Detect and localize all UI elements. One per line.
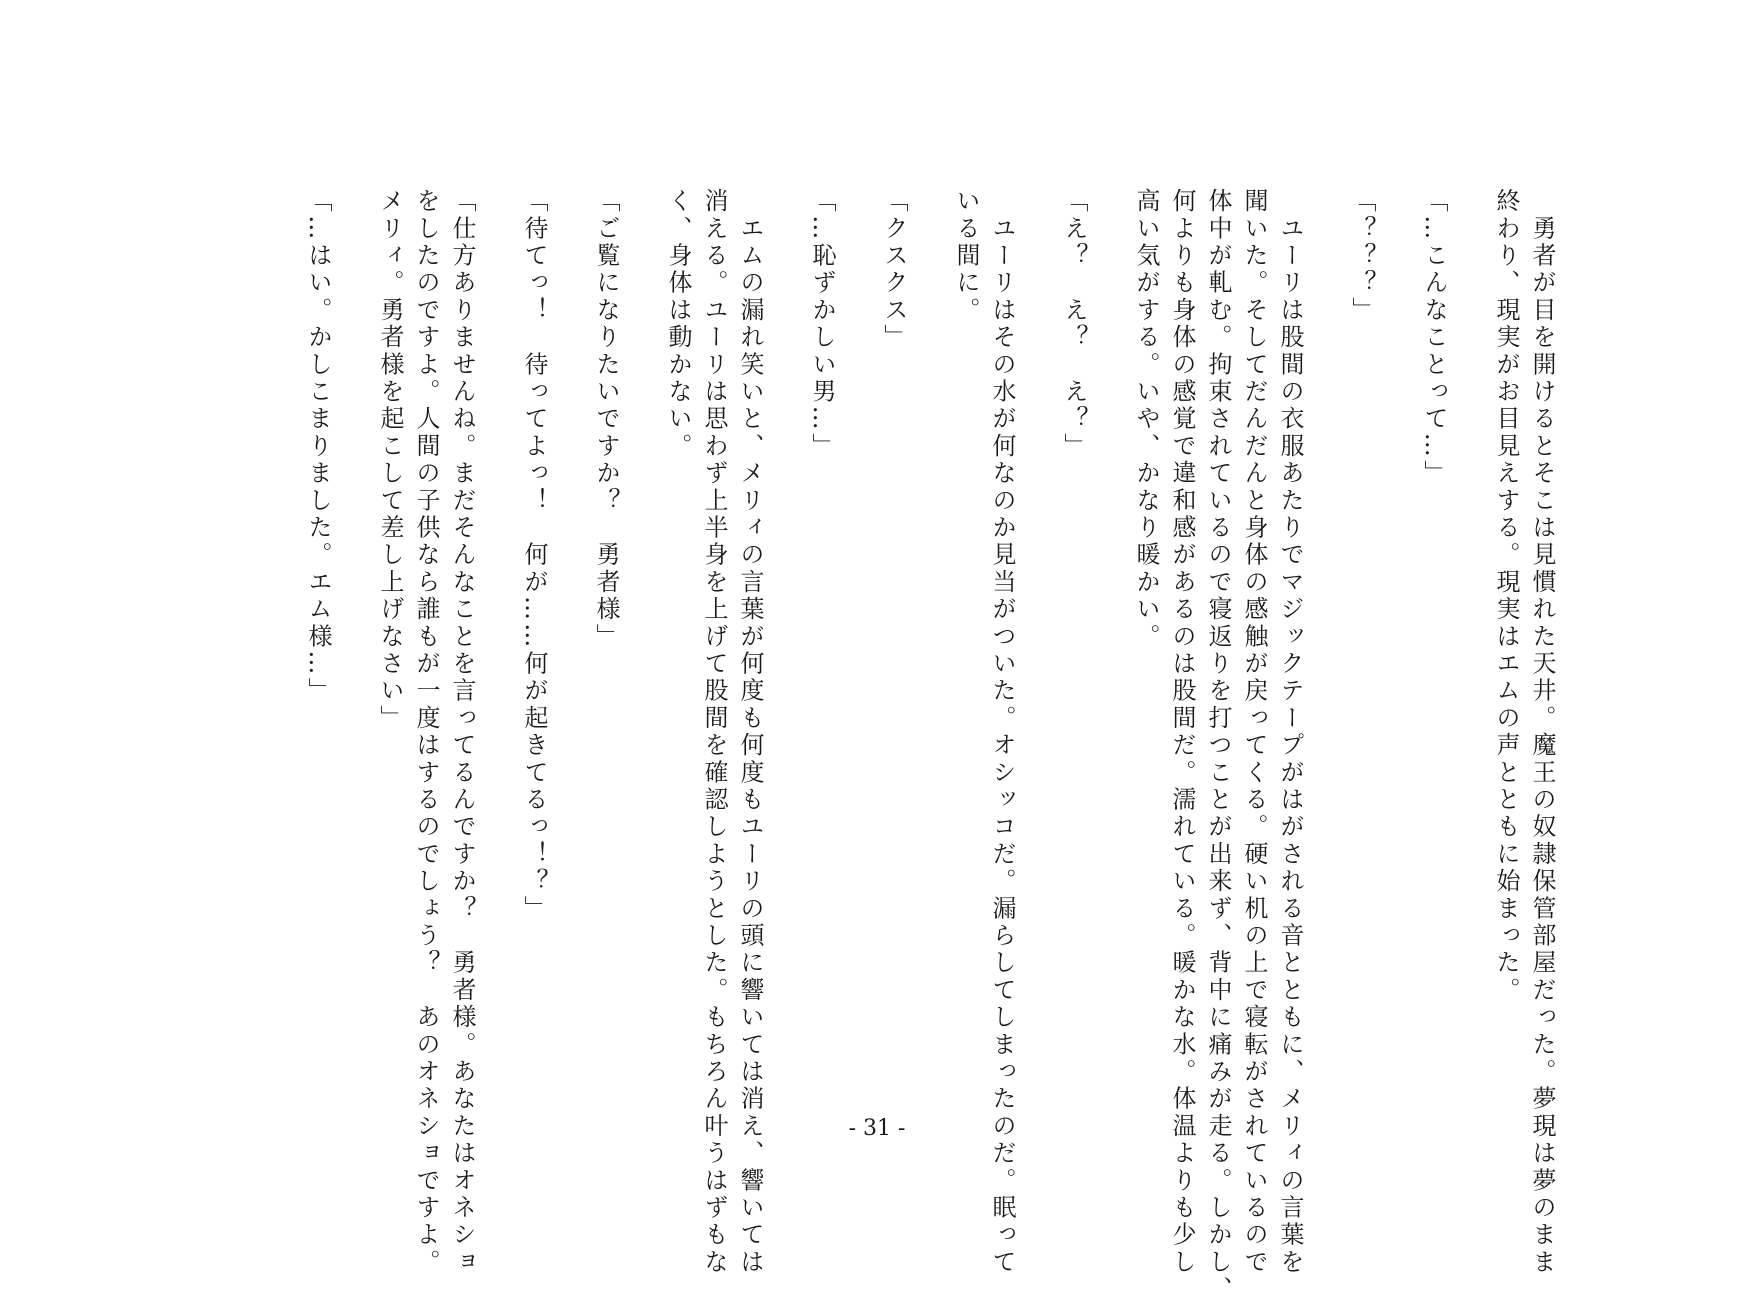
blank-line xyxy=(768,188,804,1088)
blank-line xyxy=(624,188,660,1088)
text-line: エムの漏れ笑いと、メリィの言葉が何度も何度もユーリの頭に響いては消え、響いては xyxy=(736,188,764,1276)
text-line: 消える。ユーリは思わず上半身を上げて股間を確認しようとした。もちろん叶うはずもな xyxy=(700,188,728,1276)
text-line: 高い気がする。いや、かなり暖かい。 xyxy=(1132,188,1160,651)
blank-line xyxy=(552,188,588,1088)
text-line: いる間に。 xyxy=(952,188,980,324)
blank-line xyxy=(840,188,876,1088)
text-line: をしたのですよ。人間の子供なら誰もが一度はするのでしょう？ あのオネショですよ。 xyxy=(412,188,440,1276)
page-number: - 31 - xyxy=(848,1116,906,1141)
text-line: 「待てっ！ 待ってよっ！ 何が……何が起きてるっ！？」 xyxy=(520,188,548,923)
blank-line xyxy=(480,188,516,1088)
blank-line xyxy=(336,188,372,1088)
text-line: メリィ。勇者様を起こして差し上げなさい」 xyxy=(376,188,404,732)
text-line: 何よりも身体の感覚で違和感があるのは股間だ。濡れている。暖かな水。体温よりも少し xyxy=(1168,188,1196,1276)
text-line: 「クスクス」 xyxy=(880,188,908,352)
blank-line xyxy=(1452,188,1488,1088)
text-line: 「…こんなことって…」 xyxy=(1420,188,1448,488)
blank-line xyxy=(1380,188,1416,1088)
text-line: 聞いた。そしてだんだんと身体の感触が戻ってくる。硬い机の上で寝転がされているので xyxy=(1240,188,1268,1276)
text-line: ユーリはその水が何なのか見当がついた。オシッコだ。漏らしてしまったのだ。眠って xyxy=(988,188,1016,1276)
blank-line xyxy=(1308,188,1344,1088)
text-line: 終わり、現実がお目見えする。現実はエムの声とともに始まった。 xyxy=(1492,188,1520,1004)
text-line: 勇者が目を開けるとそこは見慣れた天井。魔王の奴隷保管部屋だった。夢現は夢のまま xyxy=(1528,188,1556,1276)
text-line: 体中が軋む。拘束されているので寝返りを打つことが出来ず、背中に痛みが走る。しかし、 xyxy=(1204,188,1232,1303)
text-line: ユーリは股間の衣服あたりでマジックテープがはがされる音とともに、メリィの言葉を xyxy=(1276,188,1304,1276)
text-line: 「…はい。かしこまりました。エム様…」 xyxy=(304,188,332,705)
blank-line xyxy=(912,188,948,1088)
text-line: く、身体は動かない。 xyxy=(664,188,692,460)
text-line: 「…恥ずかしい男…」 xyxy=(808,188,836,460)
text-line: 「ご覧になりたいですか？ 勇者様」 xyxy=(592,188,620,651)
text-line: 「？？？」 xyxy=(1348,188,1376,324)
blank-line xyxy=(1020,188,1056,1088)
text-line: 「仕方ありませんね。まだそんなことを言ってるんですか？ 勇者様。あなたはオネショ xyxy=(448,188,476,1276)
text-line: 「え？ え？ え？」 xyxy=(1060,188,1088,460)
blank-line xyxy=(1092,188,1128,1088)
